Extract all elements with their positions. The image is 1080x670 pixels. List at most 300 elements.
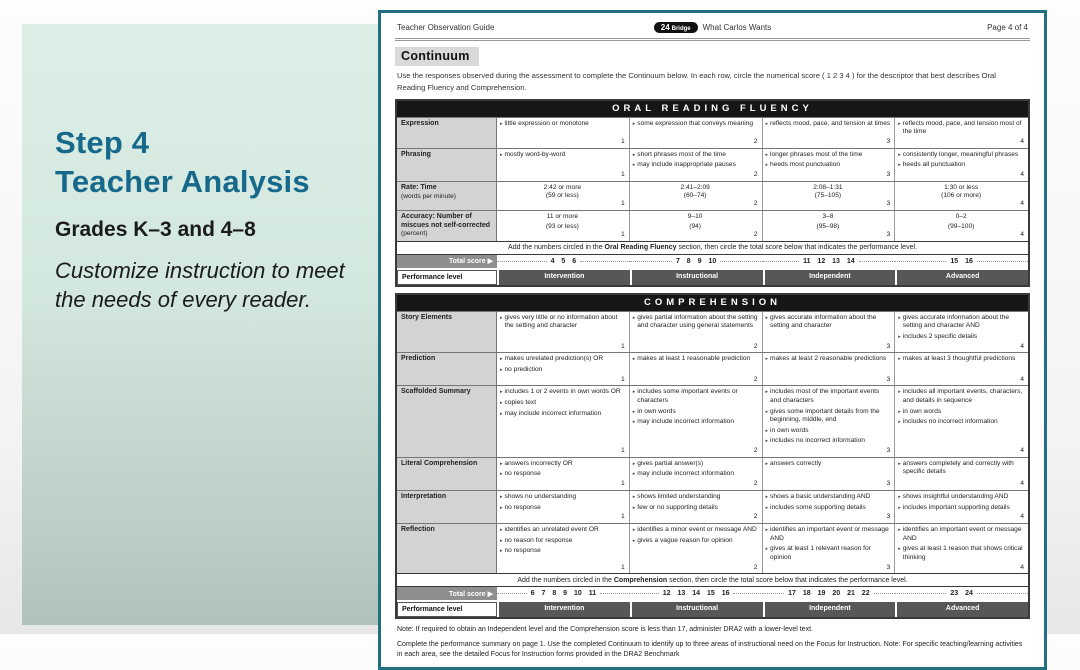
orf-performance-level-row xyxy=(397,268,1028,285)
total-score-group xyxy=(630,587,763,600)
bullet-arrow-icon: ▸ xyxy=(765,493,769,500)
bullet-arrow-icon: ▸ xyxy=(500,527,503,534)
descriptor-cell xyxy=(630,524,763,573)
total-score-group xyxy=(895,587,1028,600)
descriptor-cell xyxy=(763,149,896,181)
bullet-arrow-icon: ▸ xyxy=(632,151,636,158)
total-score-values: 4 5 6 xyxy=(550,257,577,265)
bullet-arrow-icon: ▸ xyxy=(500,471,503,478)
descriptor-cell xyxy=(630,211,763,241)
descriptor-bullet xyxy=(898,161,1024,170)
bullet-arrow-icon: ▸ xyxy=(765,438,769,445)
bullet-text: may include incorrect information xyxy=(637,470,735,478)
descriptor-bullet xyxy=(633,504,758,513)
descriptor-bullet xyxy=(898,504,1024,513)
bullet-text: makes unrelated prediction(s) OR xyxy=(504,355,604,363)
row-label-sub: (percent) xyxy=(401,230,428,238)
bullet-text: few or no supporting details xyxy=(637,503,718,511)
descriptor-bullet xyxy=(633,526,758,535)
descriptor-line: (75–105) xyxy=(814,192,842,200)
descriptor-bullet xyxy=(766,460,891,469)
descriptor-bullet xyxy=(898,408,1024,417)
bullet-arrow-icon: ▸ xyxy=(898,120,901,127)
bullet-arrow-icon: ▸ xyxy=(632,389,636,396)
descriptor-bullet xyxy=(766,504,891,513)
bullet-text: reflects mood, pace, and tension at times xyxy=(770,119,891,127)
descriptor-cell xyxy=(895,386,1028,456)
bullet-arrow-icon: ▸ xyxy=(765,356,769,363)
bullet-arrow-icon: ▸ xyxy=(765,162,769,169)
bullet-text: consistently longer, meaningful phrases xyxy=(902,150,1019,158)
row-label xyxy=(397,312,497,353)
descriptor-bullet xyxy=(898,460,1024,477)
score-number: 2 xyxy=(753,230,758,238)
performance-level-value: Intervention xyxy=(497,270,630,285)
row-label-text: Story Elements xyxy=(401,313,452,321)
bullet-arrow-icon: ▸ xyxy=(898,151,901,158)
bullet-arrow-icon: ▸ xyxy=(765,151,769,158)
bullet-arrow-icon: ▸ xyxy=(898,333,901,340)
descriptor-bullet xyxy=(500,504,625,513)
sum-text: Add the numbers circled in the xyxy=(517,576,614,584)
descriptor-bullet xyxy=(500,470,625,479)
bullet-text: includes some supporting details xyxy=(770,503,866,511)
table-row xyxy=(397,490,1028,523)
descriptor-bullet xyxy=(500,547,625,556)
total-score-values: 11 12 13 14 xyxy=(803,257,855,265)
bullet-arrow-icon: ▸ xyxy=(632,493,636,500)
level-badge xyxy=(654,22,698,33)
orf-sum-instruction xyxy=(397,241,1028,254)
descriptor-cell xyxy=(763,386,896,456)
descriptor-bullet xyxy=(633,120,758,129)
descriptor-bullet xyxy=(766,408,891,425)
bullet-arrow-icon: ▸ xyxy=(765,504,769,511)
total-score-values: 6 7 8 9 10 11 xyxy=(530,590,597,598)
score-number: 2 xyxy=(753,137,758,145)
score-number: 2 xyxy=(753,563,758,571)
bullet-arrow-icon: ▸ xyxy=(765,389,769,396)
bullet-arrow-icon: ▸ xyxy=(632,162,636,169)
descriptor-line: 9–10 xyxy=(687,213,703,221)
score-number: 4 xyxy=(1020,230,1024,238)
descriptor-bullet xyxy=(766,314,891,331)
descriptor-cell xyxy=(895,312,1028,353)
row-label xyxy=(397,149,497,181)
descriptor-cell xyxy=(497,458,630,490)
total-score-group xyxy=(497,587,630,600)
total-score-values: 12 13 14 15 16 xyxy=(662,590,730,598)
descriptor-line: 2:42 or more xyxy=(543,183,582,191)
descriptor-bullet xyxy=(898,493,1024,502)
descriptor-bullet xyxy=(500,151,625,160)
row-label-text: Expression xyxy=(401,119,439,127)
descriptor-bullet xyxy=(766,526,891,543)
performance-level-value: Instructional xyxy=(630,270,763,285)
descriptor-bullet xyxy=(500,388,625,397)
bullet-text: includes no incorrect information xyxy=(770,437,865,445)
score-number: 3 xyxy=(886,447,891,454)
bullet-arrow-icon: ▸ xyxy=(898,546,901,553)
doc-header-center xyxy=(577,22,848,33)
bullet-arrow-icon: ▸ xyxy=(632,356,636,363)
total-score-values: 7 8 9 10 xyxy=(675,257,717,265)
bullet-arrow-icon: ▸ xyxy=(898,314,901,321)
descriptor-bullet xyxy=(633,388,758,405)
bullet-text: no prediction xyxy=(504,365,543,373)
score-number: 1 xyxy=(620,447,625,454)
descriptor-bullet xyxy=(898,120,1024,137)
row-label xyxy=(397,524,497,573)
bullet-text: little expression or monotone xyxy=(504,119,589,127)
descriptor-cell xyxy=(895,182,1028,210)
score-number: 1 xyxy=(620,200,625,208)
comprehension-total-score-row xyxy=(397,586,1028,600)
descriptor-bullet xyxy=(633,470,758,479)
score-number: 3 xyxy=(886,375,891,383)
descriptor-bullet xyxy=(500,314,625,331)
descriptor-cell xyxy=(497,312,630,353)
total-score-group xyxy=(763,255,896,268)
score-number: 2 xyxy=(753,480,758,488)
descriptor-bullet xyxy=(766,545,891,562)
table-row xyxy=(397,385,1028,456)
bullet-arrow-icon: ▸ xyxy=(500,120,503,127)
continuum-intro-text: Use the responses observed during the assessment to complete the Continuum below. In each row, circle the numerical score ( 1 2 3 4 ) for the descriptor that best describes Oral Reading Fluency and Comprehension. xyxy=(397,71,996,92)
level-badge-name: Bridge xyxy=(671,26,691,32)
descriptor-line: 2:41–2:09 xyxy=(680,183,710,191)
descriptor-bullet xyxy=(633,537,758,546)
descriptor-cell xyxy=(630,458,763,490)
total-score-values: 17 18 19 20 21 22 xyxy=(788,590,870,598)
comprehension-performance-level-row xyxy=(397,600,1028,617)
bullet-text: shows no understanding xyxy=(504,492,576,500)
row-label-text: Rate: Time xyxy=(401,183,437,191)
descriptor-bullet xyxy=(898,526,1024,543)
bullet-text: answers correctly xyxy=(770,459,822,467)
descriptor-cell xyxy=(763,353,896,385)
descriptor-bullet xyxy=(766,120,891,129)
table-row xyxy=(397,117,1028,148)
total-score-group xyxy=(895,255,1028,268)
row-label-text: Interpretation xyxy=(401,492,447,500)
bullet-arrow-icon: ▸ xyxy=(632,471,636,478)
total-score-values: 15 16 xyxy=(950,257,973,265)
score-number: 4 xyxy=(1020,375,1024,383)
performance-level-label: Performance level xyxy=(397,602,497,617)
bullet-text: includes most of the important events and characters xyxy=(770,388,880,405)
bullet-text: gives partial information about the setting and character using general statements xyxy=(637,313,758,330)
bullet-arrow-icon: ▸ xyxy=(500,366,503,373)
performance-level-value: Advanced xyxy=(895,602,1028,617)
slide-left-panel xyxy=(22,24,378,625)
bullet-text: may include incorrect information xyxy=(637,418,735,426)
descriptor-bullet xyxy=(500,366,625,375)
descriptor-line: 2:08–1:31 xyxy=(813,183,843,191)
descriptor-cell xyxy=(895,491,1028,523)
bullet-arrow-icon: ▸ xyxy=(500,151,503,158)
descriptor-bullet xyxy=(766,388,891,405)
bullet-arrow-icon: ▸ xyxy=(898,389,901,396)
score-number: 4 xyxy=(1020,513,1024,521)
bullet-text: identifies an important event or message AND xyxy=(770,526,889,542)
bullet-arrow-icon: ▸ xyxy=(632,408,636,415)
bullet-text: identifies a minor event or message AND xyxy=(637,526,757,534)
descriptor-bullet xyxy=(500,410,625,419)
descriptor-bullet xyxy=(898,151,1024,160)
bullet-text: makes at least 3 thoughtful predictions xyxy=(902,355,1016,363)
score-number: 4 xyxy=(1020,342,1024,350)
score-number: 2 xyxy=(753,200,758,208)
bullet-text: may include incorrect information xyxy=(504,409,602,417)
score-number: 3 xyxy=(886,170,891,178)
descriptor-cell xyxy=(763,524,896,573)
descriptor-cell xyxy=(763,118,896,148)
bullet-text: in own words xyxy=(902,407,942,415)
performance-level-value: Independent xyxy=(763,270,896,285)
bullet-text: copies text xyxy=(504,399,537,407)
bullet-arrow-icon: ▸ xyxy=(632,314,636,321)
book-title: What Carlos Wants xyxy=(702,23,772,32)
bullet-text: gives a vague reason for opinion xyxy=(637,536,733,544)
row-label xyxy=(397,118,497,148)
table-row xyxy=(397,311,1028,353)
bullet-arrow-icon: ▸ xyxy=(632,504,636,511)
descriptor-cell xyxy=(497,118,630,148)
bullet-text: gives accurate information about the setting and character AND xyxy=(902,313,1010,330)
bullet-text: may include inappropriate pauses xyxy=(637,161,736,169)
score-number: 4 xyxy=(1020,137,1024,145)
bullet-text: some expression that conveys meaning xyxy=(637,119,754,127)
sum-text: section, then circle the total score below that indicates the performance level. xyxy=(676,244,917,252)
score-number: 2 xyxy=(753,342,758,350)
score-number: 1 xyxy=(620,513,625,521)
bullet-text: no response xyxy=(504,503,541,511)
bullet-text: shows a basic understanding AND xyxy=(770,492,871,500)
descriptor-cell xyxy=(763,491,896,523)
bullet-arrow-icon: ▸ xyxy=(632,419,636,426)
bullet-text: no response xyxy=(504,547,541,555)
score-number: 1 xyxy=(620,480,625,488)
descriptor-cell xyxy=(630,149,763,181)
bullet-text: answers incorrectly OR xyxy=(504,459,573,467)
descriptor-bullet xyxy=(633,460,758,469)
bullet-text: includes important supporting details xyxy=(902,503,1010,511)
row-label-text: Scaffolded Summary xyxy=(401,388,471,396)
bullet-arrow-icon: ▸ xyxy=(765,460,769,467)
descriptor-cell xyxy=(497,524,630,573)
total-score-values: 23 24 xyxy=(950,590,973,598)
descriptor-cell xyxy=(630,312,763,353)
descriptor-line: (95–98) xyxy=(816,222,840,230)
bullet-arrow-icon: ▸ xyxy=(500,356,503,363)
descriptor-bullet xyxy=(766,427,891,436)
comprehension-sum-instruction xyxy=(397,573,1028,586)
bullet-text: includes some important events or characters xyxy=(637,388,738,405)
descriptor-bullet xyxy=(766,161,891,170)
descriptor-bullet xyxy=(766,493,891,502)
oral-reading-fluency-table xyxy=(395,99,1030,287)
table-row xyxy=(397,181,1028,210)
descriptor-line: 1:30 or less xyxy=(944,183,979,191)
score-number: 1 xyxy=(620,137,625,145)
score-number: 3 xyxy=(886,563,891,571)
bullet-arrow-icon: ▸ xyxy=(500,504,503,511)
bullet-arrow-icon: ▸ xyxy=(500,410,503,417)
total-score-label: Total score ▶ xyxy=(397,255,497,268)
performance-level-value: Advanced xyxy=(895,270,1028,285)
bullet-text: shows limited understanding xyxy=(637,492,721,500)
bullet-text: gives accurate information about the setting and character xyxy=(770,313,877,330)
row-label-text: Prediction xyxy=(401,355,436,363)
row-label xyxy=(397,458,497,490)
descriptor-bullet xyxy=(898,333,1024,342)
performance-level-label: Performance level xyxy=(397,270,497,285)
descriptor-bullet xyxy=(633,151,758,160)
descriptor-line: (93 or less) xyxy=(545,222,579,230)
descriptor-bullet xyxy=(766,151,891,160)
score-number: 2 xyxy=(753,375,758,383)
table-row xyxy=(397,523,1028,573)
bullet-text: answers completely and correctly with specific details xyxy=(902,459,1014,476)
descriptor-bullet xyxy=(500,120,625,129)
step-title-line2: Teacher Analysis xyxy=(55,163,310,199)
row-label xyxy=(397,182,497,210)
score-number: 1 xyxy=(620,563,625,571)
score-number: 2 xyxy=(753,513,758,521)
bullet-arrow-icon: ▸ xyxy=(632,537,636,544)
score-number: 1 xyxy=(620,170,625,178)
bullet-text: includes no incorrect information xyxy=(902,418,998,426)
descriptor-cell xyxy=(497,211,630,241)
descriptor-line: (94) xyxy=(689,222,701,230)
bullet-arrow-icon: ▸ xyxy=(898,162,901,169)
grades-subtitle: Grades K–3 and 4–8 xyxy=(55,217,256,241)
bullet-text: gives partial answer(s) xyxy=(637,459,704,467)
sum-section-name: Oral Reading Fluency xyxy=(604,244,677,252)
descriptor-bullet xyxy=(898,388,1024,405)
descriptor-bullet xyxy=(633,355,758,364)
score-number: 3 xyxy=(886,480,891,488)
descriptor-cell xyxy=(497,386,630,456)
orf-total-score-row xyxy=(397,254,1028,268)
descriptor-bullet xyxy=(898,418,1024,427)
performance-level-value: Instructional xyxy=(630,602,763,617)
total-score-group xyxy=(630,255,763,268)
descriptor-cell xyxy=(630,182,763,210)
descriptor-line: (60–74) xyxy=(683,192,707,200)
descriptor-bullet xyxy=(898,545,1024,562)
bullet-arrow-icon: ▸ xyxy=(765,408,769,415)
performance-level-value: Independent xyxy=(763,602,896,617)
descriptor-bullet xyxy=(633,418,758,427)
table-row xyxy=(397,352,1028,385)
descriptor-cell xyxy=(630,118,763,148)
bullet-text: includes all important events, characters, and details in sequence xyxy=(902,388,1023,405)
document-page xyxy=(378,10,1047,670)
total-score-group xyxy=(497,255,630,268)
bullet-arrow-icon: ▸ xyxy=(500,537,503,544)
descriptor-cell xyxy=(763,182,896,210)
descriptor-cell xyxy=(895,118,1028,148)
descriptor-line: (99–100) xyxy=(947,222,975,230)
descriptor-line: 11 or more xyxy=(546,213,579,221)
descriptor-cell xyxy=(497,491,630,523)
bullet-text: heeds all punctuation xyxy=(902,161,966,169)
doc-header xyxy=(395,19,1030,41)
sum-text: Add the numbers circled in the xyxy=(508,244,605,252)
descriptor-cell xyxy=(497,182,630,210)
descriptor-line: (59 or less) xyxy=(545,192,579,200)
descriptor-bullet xyxy=(633,493,758,502)
bullet-text: heeds most punctuation xyxy=(770,161,841,169)
performance-level-value: Intervention xyxy=(497,602,630,617)
descriptor-bullet xyxy=(766,355,891,364)
slide-text-block xyxy=(55,124,355,314)
row-label-text: Literal Comprehension xyxy=(401,459,478,467)
bullet-arrow-icon: ▸ xyxy=(898,504,901,511)
bullet-text: gives at least 1 reason that shows critical thinking xyxy=(902,545,1023,561)
bullet-arrow-icon: ▸ xyxy=(632,460,636,467)
score-number: 3 xyxy=(886,513,891,521)
descriptor-bullet xyxy=(633,161,758,170)
row-label-sub: (words per minute) xyxy=(401,192,456,200)
descriptor-bullet xyxy=(766,437,891,446)
row-label xyxy=(397,386,497,456)
score-number: 4 xyxy=(1020,170,1024,178)
bullet-arrow-icon: ▸ xyxy=(898,460,901,467)
score-number: 4 xyxy=(1020,200,1024,208)
orf-title-bar: ORAL READING FLUENCY xyxy=(397,101,1028,117)
descriptor-cell xyxy=(630,491,763,523)
bullet-text: identifies an important event or message AND xyxy=(902,526,1022,542)
score-number: 1 xyxy=(620,230,625,238)
descriptor-bullet xyxy=(633,314,758,331)
descriptor-bullet xyxy=(500,526,625,535)
page-indicator: Page 4 of 4 xyxy=(987,23,1028,32)
doc-header-guide-title: Teacher Observation Guide xyxy=(397,23,495,32)
bullet-arrow-icon: ▸ xyxy=(898,493,901,500)
descriptor-cell xyxy=(895,211,1028,241)
total-score-group xyxy=(763,587,896,600)
bullet-text: identifies an unrelated event OR xyxy=(504,526,599,534)
sum-section-name: Comprehension xyxy=(613,576,668,584)
slide-description: Customize instruction to meet the needs of every reader. xyxy=(55,257,345,312)
score-number: 4 xyxy=(1020,447,1024,454)
independent-level-note: Note: If required to obtain an Independent level and the Comprehension score is less than 17, administer DRA2 with a lower-level text. xyxy=(397,626,813,634)
table-row xyxy=(397,210,1028,241)
score-number: 3 xyxy=(886,137,891,145)
bullet-arrow-icon: ▸ xyxy=(632,120,636,127)
descriptor-cell xyxy=(630,353,763,385)
row-label-text: Accuracy: Number of miscues not self-corrected xyxy=(401,212,491,229)
bullet-arrow-icon: ▸ xyxy=(500,460,503,467)
step-title-line1: Step 4 xyxy=(55,125,150,160)
level-badge-number: 24 xyxy=(660,23,670,32)
step-title xyxy=(55,124,355,202)
bullet-text: includes 2 specific details xyxy=(902,332,978,340)
score-number: 3 xyxy=(886,200,891,208)
descriptor-bullet xyxy=(898,355,1024,364)
comprehension-table xyxy=(395,293,1030,620)
bullet-arrow-icon: ▸ xyxy=(500,314,503,321)
row-label-text: Phrasing xyxy=(401,150,431,158)
bullet-arrow-icon: ▸ xyxy=(500,493,503,500)
score-number: 2 xyxy=(753,170,758,178)
bullet-text: makes at least 2 reasonable predictions xyxy=(770,355,887,363)
total-score-label: Total score ▶ xyxy=(397,587,497,600)
bullet-arrow-icon: ▸ xyxy=(632,527,636,534)
